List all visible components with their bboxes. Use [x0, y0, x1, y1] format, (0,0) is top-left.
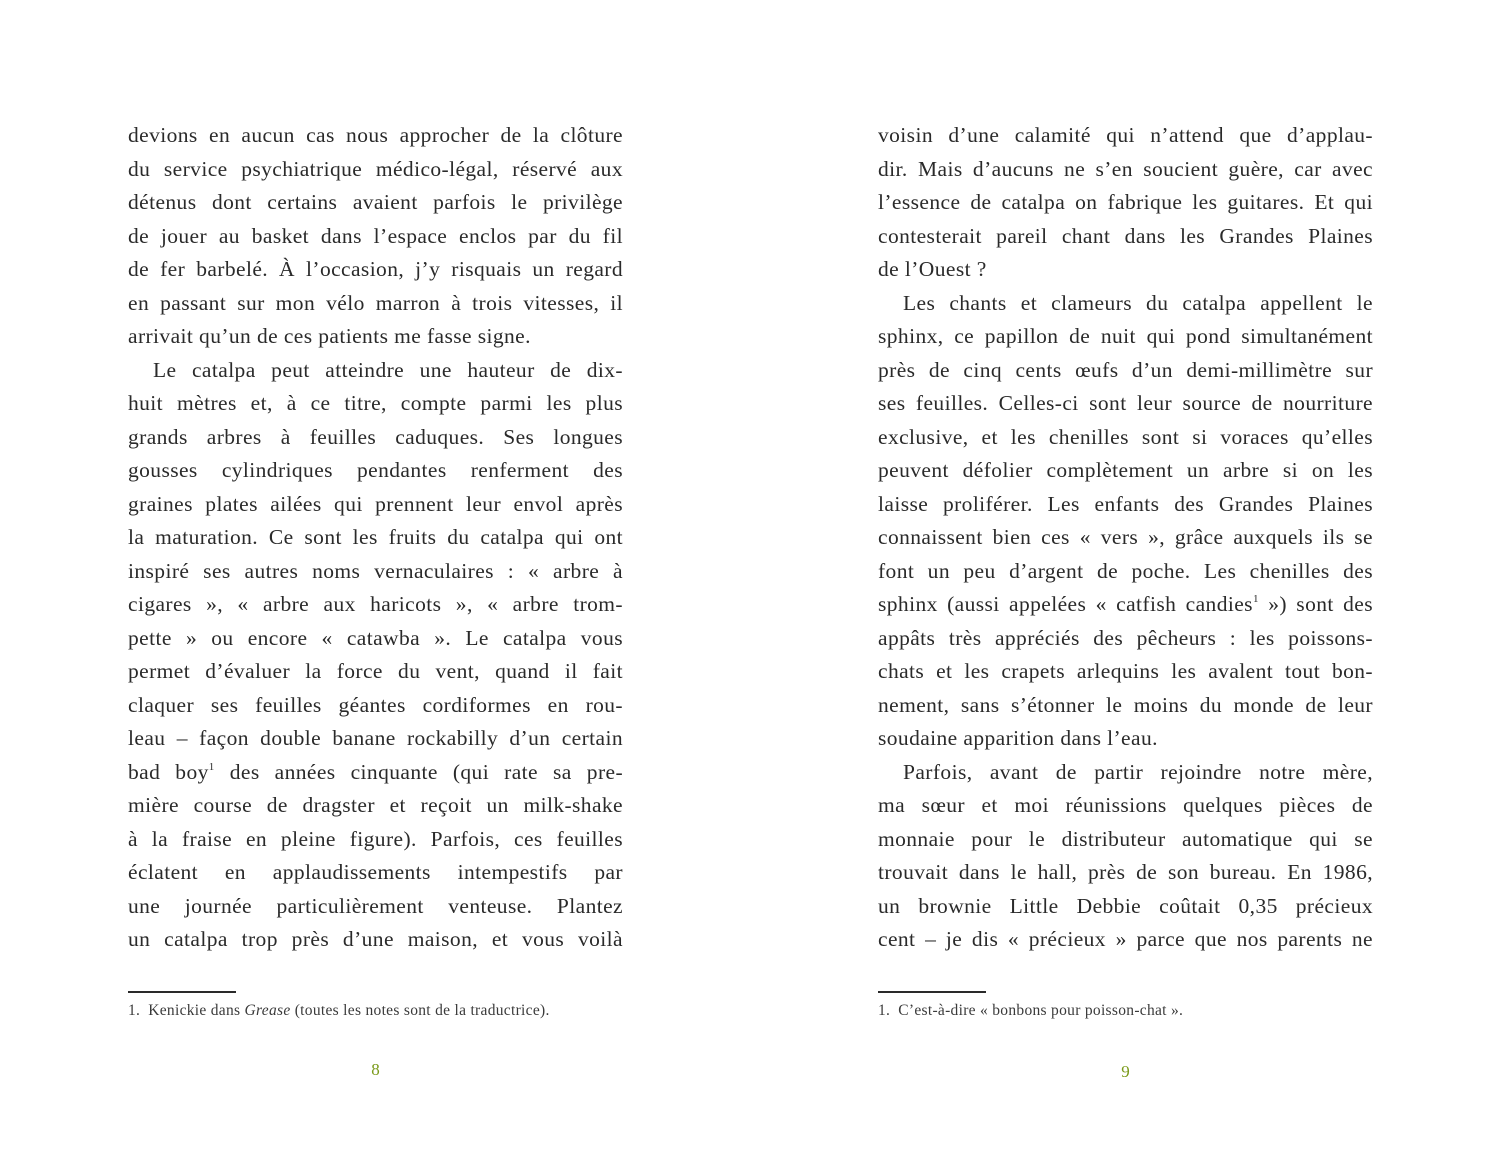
text-line: exclusive, et les chenilles sont si voraces qu’elles: [878, 425, 1373, 449]
footnote-rule: [128, 991, 236, 993]
text-line: en passant sur mon vélo marron à trois vitesses, il: [128, 291, 623, 315]
footnote-rule: [878, 991, 986, 993]
text-line: graines plates ailées qui prennent leur envol après: [128, 492, 623, 516]
footnote: [128, 1000, 550, 1022]
text-line: Parfois, avant de partir rejoindre notre mère,: [903, 760, 1373, 784]
text-line: soudaine apparition dans l’eau.: [878, 726, 1158, 750]
text-line: éclatent en applaudissements intempestifs par: [128, 860, 623, 884]
footnote-title: Grease: [244, 1002, 291, 1019]
text-line: de fer barbelé. À l’occasion, j’y risquais un regard: [128, 257, 623, 281]
text-line: ma sœur et moi réunissions quelques pièces de: [878, 793, 1373, 817]
text-line: une journée particulièrement venteuse. Plantez: [128, 894, 623, 918]
footnote-number: 1.: [128, 1002, 141, 1019]
text-segment: bad boy: [128, 760, 209, 784]
text-line: cigares », « arbre aux haricots », « arbre trom-: [128, 592, 623, 616]
text-segment: des années cinquante (qui rate sa pre-: [214, 760, 623, 784]
footnote-ref: 1: [1252, 593, 1259, 605]
text-line: Les chants et clameurs du catalpa appellent le: [903, 291, 1373, 315]
text-line: peuvent défolier complètement un arbre si on les: [878, 458, 1373, 482]
footnote-number: 1.: [878, 1002, 891, 1019]
text-line: trouvait dans le hall, près de son bureau. En 1986,: [878, 860, 1373, 884]
text-line: font un peu d’argent de poche. Les chenilles des: [878, 559, 1373, 583]
text-line: permet d’évaluer la force du vent, quand il fait: [128, 659, 623, 683]
text-line: près de cinq cents œufs d’un demi-millimètre sur: [878, 358, 1373, 382]
text-line: à la fraise en pleine figure). Parfois, ces feuilles: [128, 827, 623, 851]
text-line: cent – je dis « précieux » parce que nos parents ne: [878, 927, 1373, 951]
footnote-text: (toutes les notes sont de la traductrice).: [290, 1002, 550, 1019]
text-line: l’essence de catalpa on fabrique les guitares. Et qui: [878, 190, 1373, 214]
text-segment: ») sont des: [1258, 592, 1373, 616]
footnote: [878, 1000, 1183, 1022]
right-page: [878, 0, 1373, 1168]
text-line: nement, sans s’étonner le moins du monde de leur: [878, 693, 1373, 717]
text-line: huit mètres et, à ce titre, compte parmi les plus: [128, 391, 623, 415]
footnote-ref: 1: [208, 761, 215, 773]
text-line: contesterait pareil chant dans les Grandes Plaines: [878, 224, 1373, 248]
text-line: arrivait qu’un de ces patients me fasse signe.: [128, 324, 531, 348]
page-number: 8: [371, 1060, 380, 1079]
text-line: connaissent bien ces « vers », grâce auxquels ils se: [878, 525, 1373, 549]
text-line: inspiré ses autres noms vernaculaires : « arbre à: [128, 559, 623, 583]
text-line: dir. Mais d’aucuns ne s’en soucient guère, car avec: [878, 157, 1373, 181]
text-line: du service psychiatrique médico-légal, réservé aux: [128, 157, 623, 181]
text-line: la maturation. Ce sont les fruits du catalpa qui ont: [128, 525, 623, 549]
text-line-with-note-ref: [878, 587, 1373, 621]
text-line: chats et les crapets arlequins les avalent tout bon-: [878, 659, 1373, 683]
page-number: 9: [1121, 1062, 1130, 1081]
text-line: voisin d’une calamité qui n’attend que d’applau-: [878, 123, 1373, 147]
footnote-text: C’est-à-dire « bonbons pour poisson-chat ».: [898, 1002, 1184, 1019]
text-line: sphinx, ce papillon de nuit qui pond simultanément: [878, 324, 1373, 348]
text-line: devions en aucun cas nous approcher de la clôture: [128, 123, 623, 147]
text-line: leau – façon double banane rockabilly d’un certain: [128, 726, 623, 750]
text-line: Le catalpa peut atteindre une hauteur de dix-: [153, 358, 623, 382]
text-line: pette » ou encore « catawba ». Le catalpa vous: [128, 626, 623, 650]
text-line: claquer ses feuilles géantes cordiformes en rou-: [128, 693, 623, 717]
left-page: [128, 0, 623, 1168]
text-line: mière course de dragster et reçoit un milk-shake: [128, 793, 623, 817]
text-line: détenus dont certains avaient parfois le privilège: [128, 190, 623, 214]
text-line: gousses cylindriques pendantes renferment des: [128, 458, 623, 482]
text-line: appâts très appréciés des pêcheurs : les poissons-: [878, 626, 1373, 650]
text-segment: sphinx (aussi appelées « catfish candies: [878, 592, 1253, 616]
text-line: de l’Ouest ?: [878, 257, 987, 281]
text-line: grands arbres à feuilles caduques. Ses longues: [128, 425, 623, 449]
footnote-text: Kenickie dans: [148, 1002, 245, 1019]
text-line: ses feuilles. Celles-ci sont leur source de nourriture: [878, 391, 1373, 415]
text-line-with-note-ref: [128, 755, 623, 789]
text-line: un brownie Little Debbie coûtait 0,35 précieux: [878, 894, 1373, 918]
text-line: de jouer au basket dans l’espace enclos par du fil: [128, 224, 623, 248]
text-line: laisse proliférer. Les enfants des Grandes Plaines: [878, 492, 1373, 516]
text-line: un catalpa trop près d’une maison, et vous voilà: [128, 927, 623, 951]
text-line: monnaie pour le distributeur automatique qui se: [878, 827, 1373, 851]
